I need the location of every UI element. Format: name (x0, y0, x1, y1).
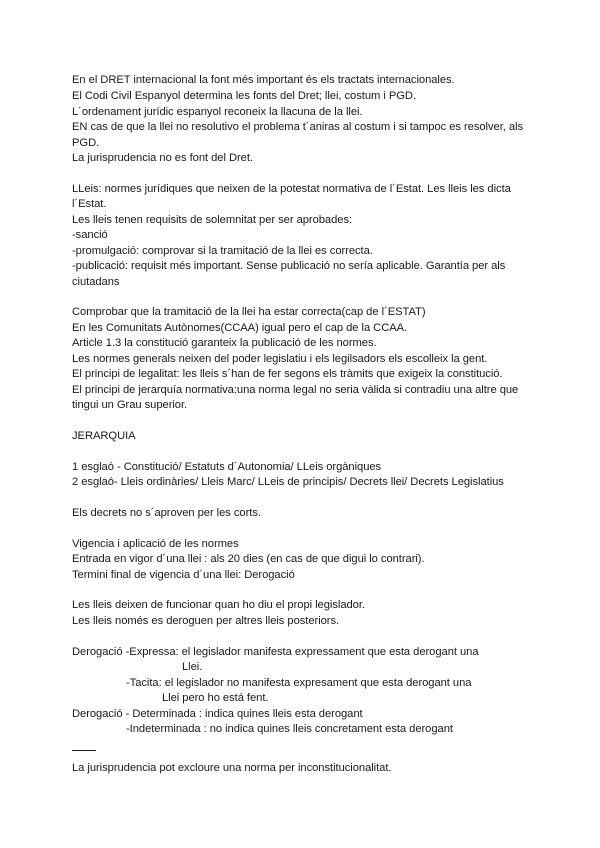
text-line: Derogació -Expressa: el legislador manifesta expressament que esta derogant una (72, 646, 479, 658)
text-line: PGD. (72, 137, 100, 149)
text-line: 2 esglaó- Lleis ordinàries/ Lleis Marc/ LLeis de principis/ Decrets llei/ Decrets Legislatius (72, 476, 504, 488)
text-line: Entrada en vigor d´una llei : als 20 dies (en cas de que digui lo contrari). (72, 553, 425, 565)
text-line: -sanció (72, 229, 108, 241)
section-heading: JERARQUIA (72, 430, 136, 442)
text-line: 1 esglaó - Constitució/ Estatuts d´Autonomia/ LLeis orgàniques (72, 461, 382, 473)
text-line: LLeis: normes jurídiques que neixen de la potestat normativa de l´Estat. Les lleis les dicta (72, 183, 511, 195)
text-line: En les Comunitats Autònomes(CCAA) igual pero el cap de la CCAA. (72, 322, 408, 334)
text-line: En el DRET internacional la font més important és els tractats internacionales. (72, 74, 455, 86)
text-line: EN cas de que la llei no resolutivo el problema t´aniras al costum i si tampoc es resolver, als (72, 121, 524, 133)
text-line: Les normes generals neixen del poder legislatiu i els legilsadors els escolleix la gent. (72, 353, 488, 365)
text-line: Les lleis deixen de funcionar quan ho diu el propi legislador. (72, 599, 365, 611)
text-line: Termini final de vigencia d´una llei: Derogació (72, 569, 295, 581)
text-line: -Tacita: el legislador no manifesta expresament que esta derogant una (126, 677, 472, 689)
text-line: Llei. (182, 661, 203, 673)
text-line: -Indeterminada : no indica quines lleis concretament esta derogant (126, 723, 453, 735)
text-line: Les lleis tenen requisits de solemnitat per ser aprobades: (72, 214, 353, 226)
text-line: Comprobar que la tramitació de la llei ha estar correcta(cap de l´ESTAT) (72, 306, 426, 318)
text-line: El Codi Civil Espanyol determina les fonts del Dret; llei, costum i PGD. (72, 90, 416, 102)
text-line: -promulgació: comprovar si la tramitació de la llei es correcta. (72, 245, 373, 257)
text-line: Article 1.3 la constitució garanteix la publicació de les normes. (72, 337, 377, 349)
text-line: La jurisprudencia no es font del Dret. (72, 152, 253, 164)
text-line: Vigencia i aplicació de les normes (72, 538, 239, 550)
text-line: Les lleis només es deroguen per altres lleis posteriors. (72, 615, 340, 627)
text-line: La jurisprudencia pot excloure una norma per inconstitucionalitat. (72, 762, 392, 774)
text-line: l´Estat. (72, 198, 107, 210)
text-line: L´ordenament jurídic espanyol reconeix la llacuna de la llei. (72, 106, 363, 118)
text-line: -publicació: requisit més important. Sense publicació no sería aplicable. Garantía per als (72, 260, 506, 272)
text-line: El principi de legalitat: les lleis s´han de fer segons els tràmits que exigeix la constitució. (72, 368, 503, 380)
text-line: Derogació - Determinada : indica quines lleis esta derogant (72, 708, 363, 720)
text-line: El principi de jerarquía normativa:una norma legal no seria vàlida si contradiu una altre que (72, 384, 519, 396)
text-line: Llei pero ho está fent. (162, 692, 269, 704)
text-line: Els decrets no s´aproven per les corts. (72, 507, 261, 519)
text-line: ciutadans (72, 276, 120, 288)
horizontal-rule (72, 750, 96, 751)
text-line: tingui un Grau superior. (72, 399, 188, 411)
